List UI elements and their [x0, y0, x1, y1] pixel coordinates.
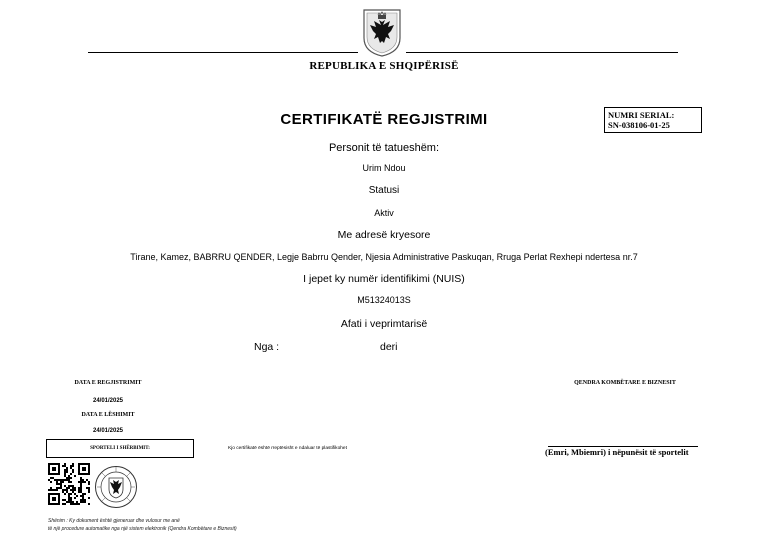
nuis-label: I jepet ky numër identifikimi (NUIS) — [303, 273, 465, 285]
qkb-seal-icon — [94, 465, 138, 509]
taxpayer-name: Urim Ndou — [362, 163, 406, 173]
nuis-value: M51324013S — [357, 295, 411, 305]
service-desk-box: SPORTELI I SHËRBIMIT: — [46, 439, 194, 458]
business-center-label: QENDRA KOMBËTARE E BIZNESIT — [574, 380, 676, 386]
address-value: Tirane, Kamez, BABRRU QENDER, Legje Babrru Qender, Njesia Administrative Paskuqan, Rruga Perlat Rexhepi ndertesa nr.7 — [130, 252, 638, 262]
serial-number-label: NUMRI SERIAL: — [608, 110, 675, 120]
clerk-signature-label: (Emri, Mbiemri) i nëpunësit të sportelit — [545, 447, 689, 457]
header-rule-right — [406, 52, 678, 53]
qr-code-icon — [47, 462, 91, 506]
certificate-title: CERTIFIKATË REGJISTRIMI — [280, 111, 488, 128]
footnote-line-1: Shënim : Ky dokument është gjeneruar dhe vulosur me anë — [48, 518, 180, 524]
validity-from-label: Nga : — [254, 341, 280, 353]
registration-date-value: 24/01/2025 — [92, 398, 124, 404]
footnote-line-2: të një procedure automatike nga një sistem elektronik (Qendra Kombëtare e Biznesit) — [48, 526, 237, 532]
republic-heading: REPUBLIKA E SHQIPËRISË — [309, 60, 459, 72]
issue-date-label: DATA E LËSHIMIT — [81, 412, 135, 418]
issue-date-value: 24/01/2025 — [92, 428, 124, 434]
footnote — [48, 517, 237, 533]
no-lamination-note: Kjo certifikatë është rreptësisht e ndaluar të plastifikohet — [228, 446, 347, 451]
serial-number-box — [604, 107, 702, 133]
status-value: Aktiv — [374, 208, 394, 218]
validity-label: Afati i veprimtarisë — [340, 318, 428, 330]
validity-to-label: deri — [380, 341, 398, 353]
header-rule-left — [88, 52, 358, 53]
address-label: Me adresë kryesore — [337, 229, 431, 241]
registration-date-label: DATA E REGJISTRIMIT — [74, 380, 142, 386]
status-label: Statusi — [368, 185, 400, 196]
serial-number-value: SN-038106-01-25 — [608, 120, 670, 130]
taxpayer-label: Personit të tatueshëm: — [328, 142, 440, 154]
albanian-eagle-emblem-icon — [360, 8, 404, 58]
